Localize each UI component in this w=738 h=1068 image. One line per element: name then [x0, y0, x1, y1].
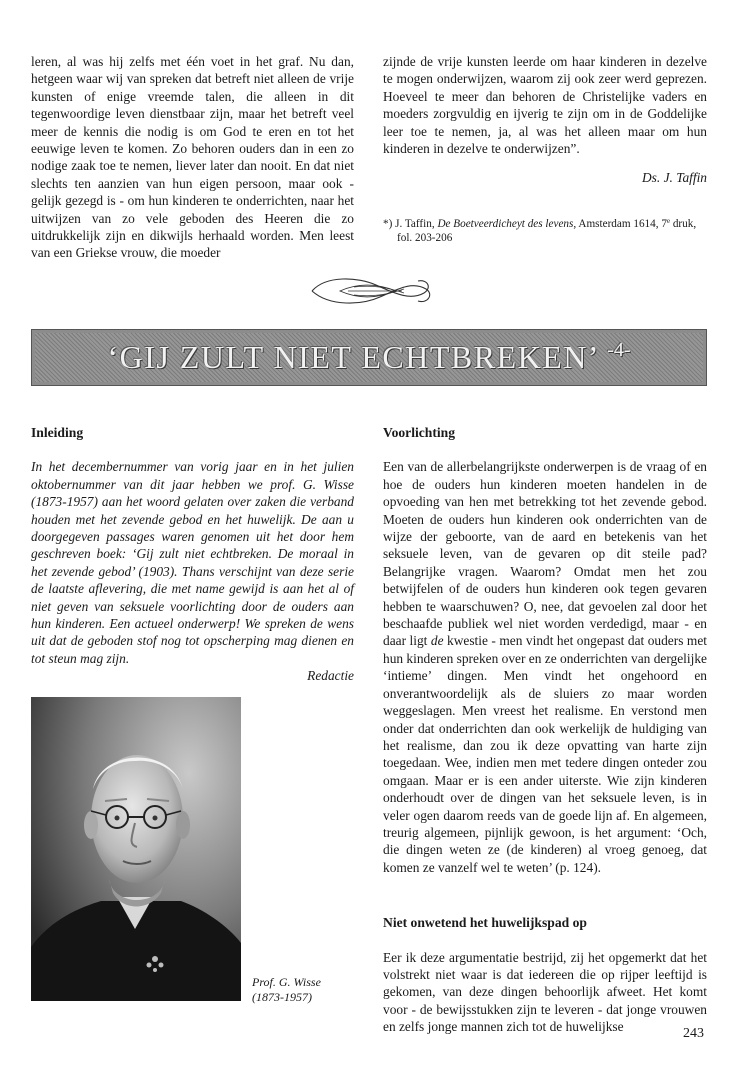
- paragraph-niet-onwetend: Eer ik deze argumentatie bestrijd, zij het opgemerkt dat het volstrekt niet waar is dat iedereen die op rijper leeftijd is gekomen, van deze dingen behoorlijk afweet. Het komt voor - de bewijsstukken zijn te leveren - dat jonge vrouwen en zelfs jonge mannen zich tot de huwelijkse: [383, 949, 707, 1035]
- heading-inleiding: Inleiding: [31, 425, 84, 440]
- paragraph-voorlichting-part1: Een van de allerbelangrijkste onderwerpen is de vraag of en hoe de ouders hun kinderen moeten handelen in de opvoeding van hen met betrekking tot het zevende gebod. Moeten de ouders hun kinderen ook onderrichten van de wijze der geboorte, van de aard en betekenis van het seksuele leven, van de gevaren op dit steile pad? Belangrijke vragen. Waarom? Omdat men het zou betwijfelen of de ouders hun kinderen ook tegen gevaren hebben te waarschuwen? O, nee, dat gevoelen zal door het beschaafde publiek wel niet worden verdedigd, maar - en daar ligt: [383, 459, 707, 649]
- paragraph-voorlichting-part2: kwestie - men vindt het ongepast dat ouders met hun kinderen spreken over en ze onderrichten van dergelijke ‘intieme’ dingen. Men vindt het ongehoord en onverantwoordelijk als de sluiers zo maar worden weggeslagen. Men vreest het realisme. En verstond men onder dat onderrichten dan ook werkelijk de huldiging van het realisme, dan zou ik deze opvatting van harte zijn toegedaan. Wee, indien men met tedere dingen onteder zou omgaan. Maar er is een ander uiterste. Wie zijn kinderen onderhoudt over de dingen van het seksuele leven, is in veler ogen daarom reeds van de goede lijn af. En algemeen, treurig algemeen, pijnlijk gewoon, is het argument: ‘Och, die dingen weten ze (de kinderen) al vroeg genoeg, dat komen ze vanzelf wel te weten’ (p. 124).: [383, 633, 707, 875]
- footnote-author: J. Taffin,: [395, 217, 435, 230]
- photo-caption: [252, 975, 321, 1005]
- article-column: [383, 424, 707, 1036]
- caption-name: Prof. G. Wisse: [252, 975, 321, 989]
- portrait-photo: [31, 697, 241, 1001]
- footnote-edition-number: 7: [661, 217, 667, 230]
- article-part-number: -4-: [607, 339, 631, 361]
- continued-text-right: zijnde de vrije kunsten leerde om haar kinderen in dezelve te mogen onderwijzen, waarom zij ook zeer werd geprezen. Hoeveel te meer dan behoren de Christelijke vaders en moeders zorgvuldig en ijverig te zijn om in de Goddelijke leer toe te nemen, ja, al was het alleen maar om hun kinderen in dezelve te onderwijzen”.: [383, 54, 707, 157]
- article-title-text: ‘GIJ ZULT NIET ECHTBREKEN’: [107, 339, 598, 375]
- intro-column: [31, 424, 354, 685]
- continued-text-right-block: [383, 53, 707, 246]
- article-title: [32, 339, 706, 376]
- signature-taffin: Ds. J. Taffin: [642, 170, 707, 186]
- footnote-place-year: Amsterdam 1614,: [578, 217, 659, 230]
- footnote: [383, 217, 707, 246]
- flourish-ornament-icon: [306, 271, 434, 311]
- heading-niet-onwetend: Niet onwetend het huwelijkspad op: [383, 915, 587, 931]
- heading-voorlichting: Voorlichting: [383, 425, 456, 440]
- paragraph-voorlichting-italic: de: [430, 633, 444, 649]
- signature-redactie: Redactie: [307, 668, 354, 684]
- footnote-edition-sup: e: [666, 216, 671, 225]
- continued-text-left: leren, al was hij zelfs met één voet in het graf. Nu dan, hetgeen waar wij van spreken dat betreft niet alleen de vrije kunsten of enige vreemde talen, die alleen in dit tegenwoordige leven dienstbaar zijn, maar het betreft veel meer de kennis die nodig is om God te eren en tot het eeuwige leven te komen. Zo behoren ouders dan in een zo nodige zaak toe te nemen, liever later dan nooit. En dat niet slechts ten aanzien van hun eigen persoon, maar ook - gelijk gezegd is - om hun kinderen te onderrichten, naar het uitwijzen van zo vele geboden des Heeren die zo uitdrukkelijk zijn en dikwijls herhaald worden. Men leest van een Griekse vrouw, die moeder: [31, 54, 354, 261]
- footnote-rest: druk, fol. 203-206: [397, 217, 697, 245]
- paragraph-voorlichting: [383, 458, 707, 876]
- page-number: 243: [683, 1026, 704, 1041]
- footnote-marker: *): [383, 217, 393, 230]
- title-banner: [31, 329, 707, 386]
- footnote-book-title: De Boetveerdicheyt des levens,: [437, 217, 577, 230]
- intro-text: In het decembernummer van vorig jaar en in het julien oktobernummer van dit jaar hebben we prof. G. Wisse (1873-1957) aan het woord gelaten over zaken die verband houden met het zevende gebod en het huwelijk. De aan u doorgegeven passages waren genomen uit het door hem geschreven boek: ‘Gij zult niet echtbreken. De moraal in het zevende gebod’ (1903). Thans verschijnt van deze serie de laatste aflevering, die met name gewijd is aan het al of niet geven van seksuele voorlichting door de ouders aan hun kinderen. Een actueel onderwerp! We spreken de wens uit dat de geboden stof nog tot opscherping mag dienen en tot steun mag zijn.: [31, 459, 354, 666]
- caption-years: (1873-1957): [252, 990, 312, 1004]
